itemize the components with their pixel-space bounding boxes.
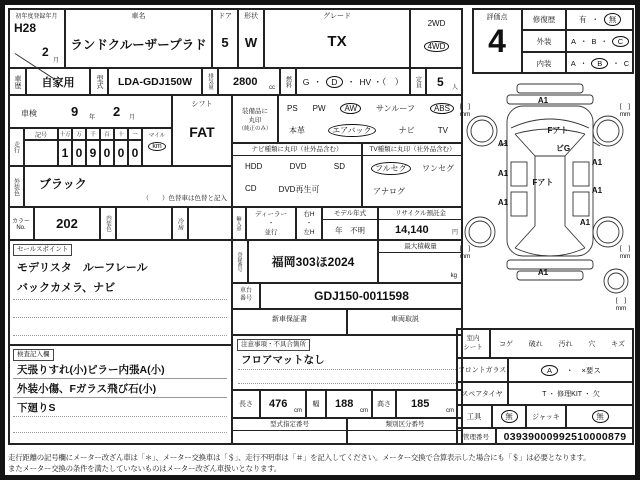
- car-damage-diagram: [455, 78, 635, 330]
- door-label: ドア: [218, 13, 232, 20]
- diagram-mark: [ ]: [615, 297, 627, 304]
- ruled-line: [238, 383, 456, 384]
- grade-value: TX: [327, 33, 347, 50]
- equip-navi: ナビ: [398, 126, 415, 135]
- ruled-line: [13, 378, 227, 379]
- width-label: 幅: [306, 390, 326, 418]
- exterior-grade-value: [566, 30, 634, 52]
- fuel-option-g: G: [302, 76, 310, 87]
- chassis-label-cell: [232, 283, 260, 309]
- ext-color-value: ブラック: [39, 177, 87, 191]
- shift-label: シフト: [191, 101, 213, 108]
- seat-tear: 破れ: [528, 341, 543, 348]
- mileage-col-header: 万: [72, 128, 86, 140]
- cooling-label-cell: [172, 207, 188, 240]
- recycle-deposit-cell: [378, 207, 463, 240]
- length-unit: cm: [294, 408, 302, 414]
- exterior-a-option: A: [570, 36, 576, 46]
- import-parallel-option: 並行: [264, 229, 278, 237]
- ruled-line: [238, 369, 456, 370]
- capacity-label-cell: [410, 68, 426, 95]
- interior-grade-value: [566, 52, 634, 74]
- tools-label: 工具: [456, 405, 492, 428]
- mileage-digit: 0: [128, 140, 142, 166]
- ruled-line: [13, 397, 227, 398]
- ruled-line: [13, 432, 227, 433]
- seat-label1: 室内: [466, 334, 480, 342]
- separator-dot: ・: [579, 58, 588, 68]
- rear-bumper-bar: [517, 271, 583, 280]
- diagram-mark: mm: [619, 253, 631, 260]
- ruled-line: [13, 317, 227, 318]
- mileage-unit-km-circled: km: [148, 142, 165, 151]
- interior-b-option-circled: B: [591, 58, 608, 69]
- equip-pw: PW: [312, 104, 326, 113]
- chassis-label2: 番号: [239, 296, 252, 302]
- shape-label: 形状: [244, 13, 258, 20]
- capacity-label: 定員: [414, 75, 421, 88]
- registration-label-cell: [232, 240, 248, 283]
- mgmt-number-value: 03939000992510000879: [496, 428, 634, 445]
- handle-left-option: 左H: [303, 229, 315, 237]
- repair-history-label: 修復歴: [522, 8, 566, 30]
- color-no-label1: カラー: [11, 219, 30, 225]
- max-load-cell: [378, 240, 463, 283]
- sales-line: バックカメラ、ナビ: [17, 282, 116, 294]
- fuel-label: 燃料: [284, 75, 291, 88]
- inspector-line: 下廻りS: [17, 402, 56, 414]
- seat-scratch: キズ: [611, 341, 625, 348]
- navi-dvd: DVD: [289, 162, 307, 171]
- diagram-mark: mm: [615, 305, 627, 312]
- color-no-label-cell: [8, 207, 34, 240]
- first-registration-cell: [8, 8, 65, 68]
- registration-value-cell: [248, 240, 378, 283]
- displacement-value: 2800: [233, 76, 258, 88]
- model-code-value-cell: [108, 68, 202, 95]
- shaken-month-unit: 月: [129, 115, 136, 121]
- first-registration-month: 2: [42, 45, 49, 59]
- height-value: 185: [411, 398, 430, 410]
- tv-type-block: [362, 143, 463, 207]
- separator-dot: ・: [267, 219, 275, 227]
- windshield-value: [508, 358, 634, 382]
- mileage-unit-mile: マイル: [148, 133, 166, 139]
- diagram-mark: mm: [619, 111, 631, 118]
- diagram-mark: A1: [591, 186, 603, 195]
- navi-hdd: HDD: [245, 162, 263, 171]
- grade-label: グレード: [323, 13, 351, 20]
- separator-dot: ・: [612, 58, 620, 68]
- inspector-notes-tag: 検査記入欄: [13, 349, 54, 361]
- sales-line: モデリスタ ルーフレール: [17, 262, 148, 274]
- int-color-label: 内装色: [105, 215, 111, 232]
- tv-analog: アナログ: [373, 187, 405, 196]
- registration-label: 登録番号: [236, 251, 243, 272]
- mileage-symbol-header: 記号: [24, 128, 58, 140]
- month-unit: 月: [53, 58, 60, 64]
- chassis-label1: 車台: [239, 288, 252, 295]
- interior-c-option: C: [623, 58, 630, 68]
- front-bumper-bar: [517, 84, 583, 93]
- mileage-digit: 9: [86, 140, 100, 166]
- mileage-digit: 0: [100, 140, 114, 166]
- interior-a-option: A: [570, 58, 576, 68]
- history-value: 自家用: [41, 76, 75, 89]
- car-top-view: [455, 78, 635, 330]
- warranty-cell: [232, 309, 347, 335]
- diagram-mark: [ ]: [619, 245, 631, 252]
- height-unit: cm: [446, 408, 454, 414]
- separator-dot: ・: [346, 76, 356, 87]
- model-year-cell: [322, 207, 378, 240]
- seat-label-cell: [456, 328, 490, 358]
- height-value-cell: [396, 390, 463, 418]
- side-mirrors: [500, 142, 600, 146]
- equipment-label-cell: [232, 95, 278, 143]
- equip-leather: 本革: [289, 126, 305, 135]
- jack-none-circled: 無: [592, 410, 609, 423]
- separator-dot: ・: [580, 36, 588, 46]
- displacement-label-cell: [202, 68, 218, 95]
- diagram-mark: Fアト: [547, 126, 569, 135]
- fuel-option-rest: HV ・（ ）: [359, 76, 404, 87]
- separator-dot: ・: [600, 36, 609, 46]
- history-label-cell: [8, 68, 26, 95]
- diagram-mark: A1: [579, 218, 591, 227]
- length-label: 長さ: [232, 390, 260, 418]
- fuel-label-cell: [280, 68, 296, 95]
- shape-value: W: [244, 35, 258, 50]
- chassis-value: GDJ150-0011598: [314, 289, 409, 303]
- history-label: 車歴: [14, 74, 21, 89]
- windshield-label: フロントガラス: [456, 358, 508, 382]
- inspector-line: 外装小傷、Fガラス飛び石(小): [17, 383, 157, 395]
- model-code-label: 型式: [96, 74, 103, 89]
- score-value: 4: [488, 23, 506, 59]
- diagram-mark: [ ]: [459, 245, 471, 252]
- diagram-mark: A1: [591, 158, 603, 167]
- exterior-c-option-circled: C: [612, 36, 629, 47]
- model-code-value: LDA-GDJ150W: [117, 75, 193, 88]
- navi-dvd-play: DVD再生可: [278, 185, 320, 194]
- warranty-label: 新車保証書: [272, 316, 307, 323]
- navi-sd: SD: [333, 162, 345, 171]
- jack-label: ジャッキ: [526, 405, 566, 428]
- diagram-mark: A1: [497, 139, 509, 148]
- handle-right-option: 右H: [303, 210, 315, 218]
- mileage-digit: 0: [72, 140, 86, 166]
- rear-bumper: [507, 260, 593, 269]
- int-color-label-cell: [100, 207, 116, 240]
- history-value-cell: [26, 68, 90, 95]
- color-no-value: 202: [56, 216, 78, 231]
- tools-none-circled: 無: [501, 410, 518, 423]
- ruled-line: [13, 335, 227, 336]
- ruled-line: [13, 299, 227, 300]
- equipment-label-line1: 装備品に: [242, 108, 268, 115]
- diagram-mark: [ ]: [619, 103, 631, 110]
- right-rear-window: [573, 192, 589, 216]
- tv-type-header: TV種類に丸印（社外品含む）: [363, 144, 462, 156]
- capacity-unit: 人: [451, 85, 458, 91]
- ruled-line: [13, 416, 227, 417]
- diagram-mark: A1: [537, 96, 549, 105]
- windshield-replace-option: ×要ス: [581, 365, 601, 375]
- separator-dot: ・: [313, 76, 322, 87]
- equip-airbag-circled: エアバック: [328, 124, 375, 137]
- seat-label2: シート: [463, 344, 483, 351]
- recycle-deposit-label: リサイクル預託金: [379, 208, 462, 220]
- mileage-col-header: 十万: [58, 128, 72, 140]
- diagram-mark: ビG: [555, 144, 571, 153]
- model-designation-label: 型式指定番号: [233, 419, 346, 431]
- capacity-value: 5: [437, 75, 444, 89]
- displacement-value-cell: [218, 68, 280, 95]
- registration-value: 福岡303ほ2024: [271, 255, 355, 269]
- separator-dot: ・: [305, 219, 313, 227]
- fuel-option-d-circled: D: [326, 76, 343, 88]
- repair-history-value: [566, 8, 634, 30]
- shaken-cell: [8, 95, 172, 128]
- model-designation-cell: [232, 418, 347, 445]
- drivetrain-cell: [410, 8, 463, 68]
- caution-line: フロアマットなし: [241, 354, 325, 366]
- shaken-month: 2: [113, 104, 121, 119]
- front-bumper: [507, 95, 593, 104]
- first-registration-era: H28: [14, 21, 37, 35]
- seat-dirt: 汚れ: [558, 341, 573, 348]
- length-value-cell: [260, 390, 306, 418]
- footer-disclaimer-line2: またメーター交換の条件を満たしていないものはメーター改ざん車扱いとなります。: [8, 464, 281, 473]
- shape-cell: [238, 8, 264, 68]
- mileage-col-header: 千: [86, 128, 100, 140]
- left-rear-window: [511, 192, 527, 216]
- mileage-digit: 0: [114, 140, 128, 166]
- shaken-label: 車検: [21, 109, 37, 118]
- class-number-label: 類別区分番号: [348, 419, 462, 431]
- import-dealer-option: ディーラー: [255, 210, 287, 218]
- mileage-col-header: 百: [100, 128, 114, 140]
- class-number-cell: [347, 418, 463, 445]
- score-cell: [472, 8, 522, 74]
- inspector-line: 天張りすれ(小)ピラー内張A(小): [17, 364, 165, 376]
- recycle-deposit-unit: 円: [451, 230, 458, 236]
- grade-cell: [264, 8, 410, 68]
- displacement-unit: cc: [269, 85, 275, 91]
- manual-label: 車両取説: [391, 316, 419, 323]
- equipment-items-cell: [278, 95, 463, 143]
- ext-color-value-cell: [24, 166, 232, 207]
- seat-hole: 穴: [588, 341, 596, 348]
- max-load-label: 最大積載量: [379, 241, 462, 253]
- tv-oneseg: ワンセグ: [422, 164, 454, 173]
- length-value: 476: [269, 398, 288, 410]
- displacement-label: 排気量: [207, 73, 213, 90]
- width-value: 188: [335, 398, 354, 410]
- equip-abs-circled: ABS: [430, 103, 454, 114]
- equip-ps: PS: [287, 104, 298, 113]
- front-left-wheel: [467, 116, 497, 146]
- rear-left-wheel: [465, 217, 495, 247]
- spare-tire-options: T ・ 修理KIT ・ 欠: [508, 382, 634, 405]
- color-no-value-cell: [34, 207, 100, 240]
- model-year-value: 年 不明: [335, 226, 365, 235]
- car-name-value: ランドクルーザープラド: [70, 38, 207, 52]
- repair-no-option-circled: 無: [604, 13, 621, 26]
- exterior-b-option: B: [591, 36, 597, 46]
- first-registration-label: 初年度登録年月: [15, 14, 58, 20]
- model-year-label: モデル年式: [323, 208, 377, 220]
- caution-block: [232, 335, 463, 390]
- mileage-col-header: 十: [114, 128, 128, 140]
- navi-cd: CD: [245, 184, 257, 193]
- cooling-label: 冷房: [176, 217, 183, 230]
- diagram-mark: mm: [459, 111, 471, 118]
- diagram-mark: A1: [537, 268, 549, 277]
- inspector-notes-block: [8, 345, 232, 445]
- car-name-label: 車名: [131, 13, 146, 20]
- cooling-value-cell: [188, 207, 232, 240]
- spare-tire-label: スペアタイヤ: [456, 382, 508, 405]
- import-handle-cell: [296, 207, 322, 240]
- sales-points-block: [8, 240, 232, 345]
- height-label: 高さ: [372, 390, 396, 418]
- door-value: 5: [221, 35, 229, 50]
- fuel-value-cell: [296, 68, 410, 95]
- footer-disclaimer-line1: 走行距離の記号欄にメーター改ざん車は「＊」、メーター交換車は「＄」、走行不明車は「＃」を記入してください。メーター交換で合算表示した場合にも「＄」は必要となります。: [8, 453, 591, 462]
- drive-2wd-option: 2WD: [427, 19, 446, 28]
- mileage-col-header: 一: [128, 128, 142, 140]
- separator-dot: ・: [591, 14, 599, 24]
- score-label: 評価点: [486, 14, 508, 21]
- recycle-deposit-value: 14,140: [395, 224, 429, 236]
- mileage-label-cell: [8, 128, 24, 166]
- right-front-window: [573, 162, 589, 186]
- shaken-year: 9: [71, 104, 79, 119]
- roof-lines: [532, 156, 565, 226]
- shift-value: FAT: [189, 124, 215, 140]
- diagram-mark: A1: [497, 198, 509, 207]
- ext-color-label-cell: [8, 166, 24, 207]
- mileage-symbol-value: [24, 140, 58, 166]
- diagram-mark: mm: [459, 253, 471, 260]
- width-unit: cm: [360, 408, 368, 414]
- equip-aw-circled: AW: [340, 103, 361, 114]
- exterior-grade-label: 外装: [522, 30, 566, 52]
- manual-cell: [347, 309, 463, 335]
- repair-yes-option: 有: [579, 14, 587, 24]
- import-label: 輸入車: [235, 216, 242, 231]
- interior-grade-label: 内装: [522, 52, 566, 74]
- max-load-unit: kg: [450, 273, 457, 279]
- seat-burn: コゲ: [499, 341, 513, 348]
- rear-right-wheel: [593, 217, 623, 247]
- front-right-wheel: [593, 116, 623, 146]
- import-label-cell: [232, 207, 246, 240]
- shaken-year-unit: 年: [89, 115, 96, 121]
- equip-tv: TV: [437, 126, 448, 135]
- diagram-mark: Fアト: [532, 178, 554, 187]
- jack-value: [566, 405, 634, 428]
- diagram-mark: A1: [497, 169, 509, 178]
- windshield-a-option-circled: A: [541, 365, 558, 376]
- width-value-cell: [326, 390, 372, 418]
- navi-type-block: [232, 143, 362, 207]
- tools-value: [492, 405, 526, 428]
- left-front-window: [511, 162, 527, 186]
- diagram-mark: [ ]: [459, 103, 471, 110]
- mileage-digit: 1: [58, 140, 72, 166]
- color-no-label2: No.: [16, 225, 26, 231]
- navi-type-header: ナビ種類に丸印（社外品含む）: [233, 144, 361, 156]
- shift-cell: [172, 95, 232, 166]
- tv-fullseg-circled: フルセグ: [371, 162, 411, 175]
- car-name-cell: [65, 8, 212, 68]
- mileage-label: 走行: [12, 141, 19, 153]
- import-dealer-cell: [246, 207, 296, 240]
- mgmt-number-label: 管理番号: [456, 428, 496, 445]
- chassis-value-cell: [260, 283, 463, 309]
- equipment-label-line2: 丸印: [248, 117, 262, 124]
- mileage-unit-cell: [142, 128, 172, 166]
- int-color-value-cell: [116, 207, 172, 240]
- ext-color-note: （ ）色替車は色替と記入: [142, 195, 227, 202]
- sales-points-tag: セールスポイント: [13, 244, 72, 256]
- ext-color-label: 外装色: [12, 177, 19, 196]
- equip-sunroof: サンルーフ: [376, 104, 416, 113]
- seat-items-cell: [490, 328, 634, 358]
- model-code-label-cell: [90, 68, 108, 95]
- separator-dot: ・: [566, 365, 574, 375]
- equipment-label-line3: （純正のみ）: [238, 126, 272, 132]
- drive-4wd-option-circled: 4WD: [424, 41, 450, 52]
- door-cell: [212, 8, 238, 68]
- caution-tag: 注意事項・不具合箇所: [237, 339, 310, 351]
- rear-window: [515, 226, 585, 256]
